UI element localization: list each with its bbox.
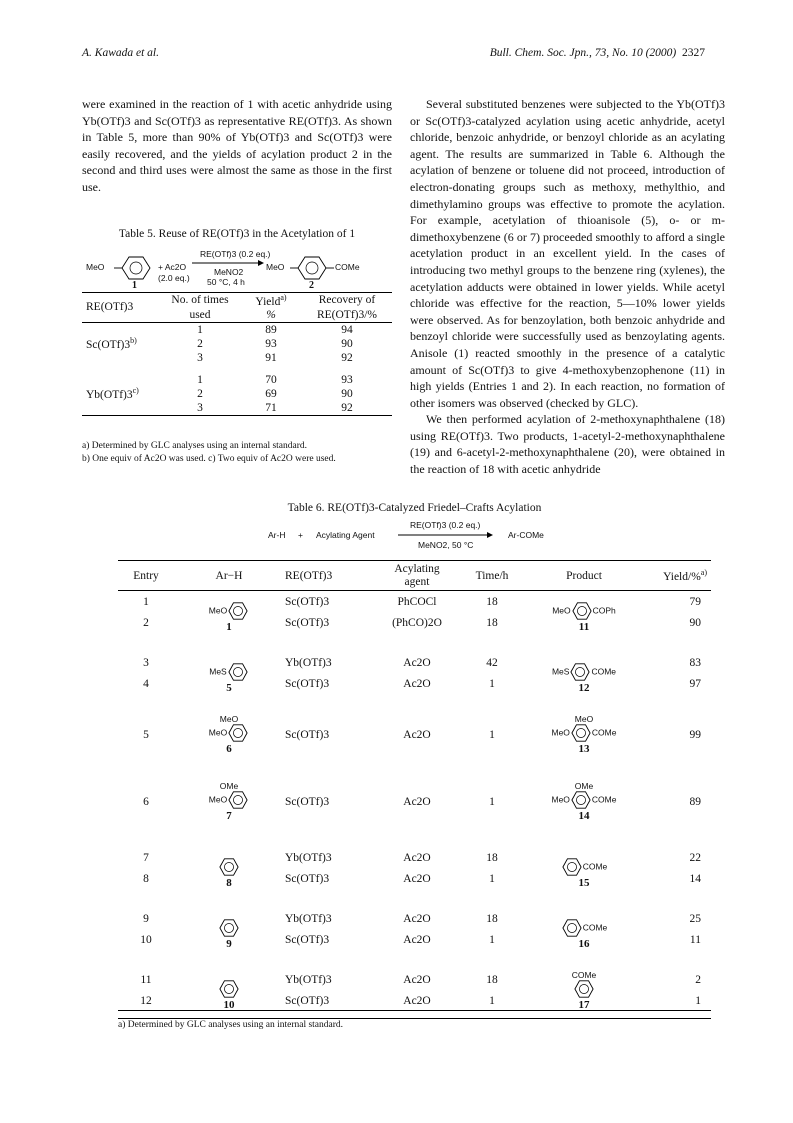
t6-sub-num: 5 xyxy=(226,682,232,694)
t6-agent-a: Acylating xyxy=(394,562,440,575)
t6-time: 1 xyxy=(489,728,495,741)
t6-entry: 6 xyxy=(143,795,149,808)
t6-agent: Ac2O xyxy=(403,656,431,669)
t6-sub-num: 7 xyxy=(226,810,232,822)
t6-agent: Ac2O xyxy=(403,678,431,691)
t6-cat: Yb(OTf)3 xyxy=(285,851,332,864)
benzene-ring-icon xyxy=(227,601,249,621)
t6-prod-num: 17 xyxy=(578,999,590,1011)
table-cell: 1 xyxy=(197,323,203,336)
t6-time: 1 xyxy=(489,934,495,947)
table-cell: 92 xyxy=(341,401,353,414)
t6-agent: Ac2O xyxy=(403,995,431,1008)
t6-substrate-cell xyxy=(174,847,284,890)
t6-prod-right: COMe xyxy=(582,922,608,933)
t6-substrate-cell xyxy=(174,591,284,635)
table-cell: 89 xyxy=(265,323,277,336)
t6-substrate-cell xyxy=(174,969,284,1012)
table-cell: 71 xyxy=(265,401,277,414)
t6-sub-left: MeS xyxy=(209,666,227,677)
t6-time: 18 xyxy=(486,973,498,986)
t6-time: 1 xyxy=(489,795,495,808)
table-row xyxy=(118,847,711,869)
t6-sub-top xyxy=(175,970,283,979)
t5-cat-yb: Yb(OTf)3 xyxy=(86,389,133,402)
t5-footnote-a: a) Determined by GLC analyses using an internal standard. xyxy=(82,441,308,451)
t6-yield: 97 xyxy=(689,678,701,691)
table-spacer xyxy=(118,951,711,969)
t6-scheme-product: Ar-COMe xyxy=(508,530,544,540)
t6-cat: Sc(OTf)3 xyxy=(285,595,330,608)
benzene-ring-icon xyxy=(561,918,583,938)
right-paragraph-1: Several substituted benzenes were subjected to the Yb(OTf)3 or Sc(OTf)3-catalyzed acylation using acetic anhydride, acetyl chloride, benzoic anhydride, or benzoyl chloride as an acylating agent. The results are summarized in Table 6. Although the acylation of benzene or toluene did not proceed, introduction of electron-donating groups such as methoxy, methylthio, and dimethylamino groups was effective to promote the acylation. For example, acetylation of thioanisole (5), o- or m-dimethoxybenzene (6 or 7) proceeded smoothly to afford a single acetylation product in an excellent yield. In the cases of introducing two methyl groups to the benzene ring (xylenes), the acetylation adducts were obtained in lower yields. While acetyl chloride was effective for the reaction, 5—10% lower yields were observed. As for benzoylation, both benzoic anhydride and benzoyl chloride were successfully used as benzoylating agents. Anisole (1) reacted smoothly in the presence of a catalytic amount of Sc(OTf)3 to give 4-methoxybenzophenone (11) in high yields (Entries 1 and 2). In each reaction, no formation of other isomers was observed (checked by GLC). xyxy=(410,97,725,410)
t5-product-right: COMe xyxy=(335,262,360,272)
table-row xyxy=(118,908,711,930)
table-cell: 2 xyxy=(197,387,203,400)
table5-scheme xyxy=(82,246,392,290)
t6-sub-num: 10 xyxy=(223,999,235,1011)
t6-yield: 99 xyxy=(689,728,701,741)
t6-product-cell xyxy=(524,908,644,951)
benzene-ring-icon xyxy=(573,979,595,999)
t6-entry: 7 xyxy=(143,851,149,864)
t5-footnote-bc: b) One equiv of Ac2O was used. c) Two equiv of Ac2O were used. xyxy=(82,454,336,464)
benzene-ring-icon xyxy=(571,601,593,621)
table-row xyxy=(118,713,711,756)
left-paragraph: were examined in the reaction of 1 with acetic anhydride using Yb(OTf)3 and Sc(OTf)3 as representative RE(OTf)3. As shown in Table 5, more than 90% of Yb(OTf)3 and Sc(OTf)3 were easily recovered, and the yields of acylation product 2 in the second and third uses were almost the same as those in the first use. xyxy=(82,97,392,194)
table6-scheme xyxy=(118,518,711,552)
t5-header-yield xyxy=(240,293,302,308)
t6-header-product: Product xyxy=(566,569,602,582)
benzene-ring-icon xyxy=(570,790,592,810)
t6-agent: (PhCO)2O xyxy=(392,617,442,630)
t6-sub-num: 9 xyxy=(226,938,232,950)
t6-sub-left: MeO xyxy=(208,794,228,805)
t6-agent-b: agent xyxy=(404,575,430,588)
t6-cat: Sc(OTf)3 xyxy=(285,678,330,691)
table-row xyxy=(118,780,711,823)
t6-prod-num: 11 xyxy=(578,621,590,633)
t6-prod-num: 13 xyxy=(578,743,590,755)
t6-cat: Sc(OTf)3 xyxy=(285,934,330,947)
t6-reaction-arrow xyxy=(398,531,494,539)
table-cell: 92 xyxy=(341,351,353,364)
t5-reagent-eq: (2.0 eq.) xyxy=(158,273,190,283)
t6-time: 18 xyxy=(486,595,498,608)
t5-yield-sup: a) xyxy=(280,293,287,302)
t6-yield: 83 xyxy=(689,656,701,669)
t6-sub-num: 1 xyxy=(226,621,232,633)
t6-substrate-cell xyxy=(174,908,284,951)
right-column xyxy=(410,96,725,478)
t6-cat: Yb(OTf)3 xyxy=(285,912,332,925)
t6-entry: 8 xyxy=(143,873,149,886)
benzene-ring-icon xyxy=(227,723,249,743)
t5-reactant-num: 1 xyxy=(132,280,137,291)
t6-yield: 2 xyxy=(695,973,701,986)
t6-cat: Sc(OTf)3 xyxy=(285,728,330,741)
t6-sub-left: MeO xyxy=(208,605,228,616)
table-cell: 3 xyxy=(197,401,203,414)
t6-product-cell xyxy=(524,780,644,823)
t6-scheme-conditions: MeNO2, 50 °C xyxy=(418,540,474,550)
t6-product-cell xyxy=(524,969,644,1012)
table-cell: 90 xyxy=(341,387,353,400)
t5-yield-label: Yield xyxy=(255,295,281,308)
table6-footnote: a) Determined by GLC analyses using an internal standard. xyxy=(118,1010,711,1032)
t6-entry: 3 xyxy=(143,656,149,669)
table5 xyxy=(82,292,392,416)
t6-agent: Ac2O xyxy=(403,973,431,986)
t5-conditions: 50 °C, 4 h xyxy=(207,277,245,287)
table6 xyxy=(118,560,711,1019)
t5-catalyst: RE(OTf)3 (0.2 eq.) xyxy=(200,249,271,259)
t6-scheme-arh: Ar-H xyxy=(268,530,286,540)
table-spacer xyxy=(118,695,711,713)
table-cell: 93 xyxy=(341,373,353,386)
t6-time: 42 xyxy=(486,656,498,669)
t6-sub-num: 6 xyxy=(226,743,232,755)
benzene-ring-icon xyxy=(227,662,249,682)
t6-cat: Sc(OTf)3 xyxy=(285,795,330,808)
table6-body xyxy=(118,591,711,1019)
t6-prod-num: 15 xyxy=(578,877,590,889)
t6-agent: Ac2O xyxy=(403,873,431,886)
t6-entry: 10 xyxy=(140,934,152,947)
t5-catalyst-yb xyxy=(82,373,160,416)
t6-sub-top xyxy=(175,848,283,857)
table-spacer xyxy=(118,634,711,652)
t6-sub-top xyxy=(175,592,283,601)
t6-prod-left: MeO xyxy=(551,727,570,738)
t5-header-catalyst: RE(OTf)3 xyxy=(86,301,134,314)
t6-substrate-cell xyxy=(174,652,284,695)
t6-prod-left: MeO xyxy=(552,605,571,616)
t6-yield-label: Yield/% xyxy=(663,570,701,583)
t6-agent: PhCOCl xyxy=(397,595,437,608)
t6-prod-left: MeS xyxy=(551,666,570,677)
t6-substrate-cell xyxy=(174,780,284,823)
benzene-ring-icon xyxy=(570,723,592,743)
t6-agent: Ac2O xyxy=(403,795,431,808)
left-column xyxy=(82,96,392,196)
t6-header-entry: Entry xyxy=(133,569,159,582)
t6-time: 18 xyxy=(486,617,498,630)
benzene-ring-icon xyxy=(298,257,326,279)
t6-entry: 11 xyxy=(140,973,152,986)
benzene-ring-icon xyxy=(218,857,240,877)
table6-caption: Table 6. RE(OTf)3-Catalyzed Friedel–Crafts Acylation xyxy=(287,502,542,514)
t6-yield: 25 xyxy=(689,912,701,925)
table-cell: 70 xyxy=(265,373,277,386)
t6-cat: Sc(OTf)3 xyxy=(285,873,330,886)
t6-prod-right: COMe xyxy=(582,861,608,872)
t5-header-recovery-unit: RE(OTf)3/% xyxy=(316,308,378,321)
t6-header-agent xyxy=(374,561,460,591)
benzene-ring-icon xyxy=(227,790,249,810)
table-cell: 69 xyxy=(265,387,277,400)
t6-substrate-cell xyxy=(174,713,284,756)
t6-entry: 5 xyxy=(143,728,149,741)
t6-yield: 89 xyxy=(689,795,701,808)
t5-product-num: 2 xyxy=(309,280,314,291)
table-cell: 90 xyxy=(341,337,353,350)
running-header-authors: A. Kawada et al. xyxy=(82,47,159,59)
benzene-ring-icon xyxy=(561,857,583,877)
t5-note-b: b) xyxy=(130,336,137,346)
t6-sub-num: 8 xyxy=(226,877,232,889)
t6-sub-top xyxy=(175,909,283,918)
table5-footnotes xyxy=(82,440,392,466)
t5-header-recovery: Recovery of xyxy=(318,294,376,307)
t6-prod-right: COMe xyxy=(591,727,617,738)
t5-catalyst-sc xyxy=(82,322,160,365)
t6-cat: Sc(OTf)3 xyxy=(285,995,330,1008)
t5-header-percent: % xyxy=(266,308,276,321)
t5-product-left: MeO xyxy=(266,262,285,272)
t6-prod-top: COMe xyxy=(571,970,597,980)
t6-scheme-agent: Acylating Agent xyxy=(316,530,375,540)
t6-entry: 4 xyxy=(143,678,149,691)
t6-entry: 2 xyxy=(143,617,149,630)
t5-note-c: c) xyxy=(132,386,139,396)
t6-cat: Sc(OTf)3 xyxy=(285,617,330,630)
t6-prod-right: COMe xyxy=(591,794,617,805)
t6-prod-num: 14 xyxy=(578,810,590,822)
t6-prod-top: OMe xyxy=(574,781,594,791)
t6-scheme-catalyst: RE(OTf)3 (0.2 eq.) xyxy=(410,520,481,530)
table-spacer xyxy=(118,756,711,780)
table-row xyxy=(118,591,711,613)
t6-yield: 79 xyxy=(689,595,701,608)
t6-sub-top: MeO xyxy=(219,714,239,724)
benzene-ring-icon xyxy=(218,918,240,938)
t6-scheme-plus: + xyxy=(298,530,303,540)
t6-header-arh: Ar−H xyxy=(215,569,243,582)
table-cell: 94 xyxy=(341,323,353,336)
t5-reagent: + Ac2O xyxy=(158,262,187,272)
benzene-ring-icon xyxy=(569,662,591,682)
t6-product-cell xyxy=(524,652,644,695)
t6-prod-top xyxy=(525,592,643,601)
t5-header-used: used xyxy=(189,308,211,321)
table-row xyxy=(118,652,711,674)
t6-agent: Ac2O xyxy=(403,851,431,864)
t6-sub-left: MeO xyxy=(208,727,228,738)
t6-prod-left: MeO xyxy=(551,794,570,805)
t6-cat: Yb(OTf)3 xyxy=(285,973,332,986)
t6-prod-right: COPh xyxy=(592,605,616,616)
t6-yield: 14 xyxy=(689,873,701,886)
t6-yield: 90 xyxy=(689,617,701,630)
benzene-ring-icon xyxy=(122,257,150,279)
journal-name: Bull. Chem. Soc. Jpn., xyxy=(489,47,592,59)
t6-yield: 1 xyxy=(695,995,701,1008)
table-cell: 2 xyxy=(197,337,203,350)
t6-header-yield xyxy=(644,561,711,591)
table5-caption: Table 5. Reuse of RE(OTf)3 in the Acetylation of 1 xyxy=(118,228,356,240)
volume-info: 73, No. 10 (2000) xyxy=(594,47,677,59)
table-spacer xyxy=(118,890,711,908)
t6-time: 1 xyxy=(489,873,495,886)
t6-prod-top: MeO xyxy=(574,714,594,724)
t6-entry: 9 xyxy=(143,912,149,925)
t6-yield: 22 xyxy=(689,851,701,864)
t6-prod-num: 16 xyxy=(578,938,590,950)
t6-header-time: Time/h xyxy=(475,569,509,582)
t6-product-cell xyxy=(524,713,644,756)
t5-cat-sc: Sc(OTf)3 xyxy=(86,339,131,352)
table-row xyxy=(118,969,711,991)
table-spacer xyxy=(118,823,711,847)
t6-time: 18 xyxy=(486,912,498,925)
t6-product-cell xyxy=(524,591,644,635)
t6-agent: Ac2O xyxy=(403,912,431,925)
t6-prod-top xyxy=(525,653,643,662)
table-cell: 91 xyxy=(265,351,277,364)
t6-entry: 12 xyxy=(140,995,152,1008)
t6-time: 18 xyxy=(486,851,498,864)
t6-agent: Ac2O xyxy=(403,728,431,741)
t6-yield: 11 xyxy=(689,934,701,947)
t5-solvent: MeNO2 xyxy=(214,267,244,277)
t6-yield-sup: a) xyxy=(700,568,707,578)
t6-prod-right: COMe xyxy=(591,666,617,677)
t5-reactant: MeO xyxy=(86,262,105,272)
t6-entry: 1 xyxy=(143,595,149,608)
t6-prod-num: 12 xyxy=(578,682,590,694)
benzene-ring-icon xyxy=(218,979,240,999)
table-cell: 3 xyxy=(197,351,203,364)
t6-prod-top xyxy=(525,909,643,918)
t6-time: 1 xyxy=(489,678,495,691)
t5-header-times: No. of times xyxy=(171,294,229,307)
t6-agent: Ac2O xyxy=(403,934,431,947)
t6-sub-top: OMe xyxy=(219,781,239,791)
t6-product-cell xyxy=(524,847,644,890)
t6-sub-top xyxy=(175,653,283,662)
t6-header-cat: RE(OTf)3 xyxy=(285,569,333,582)
running-header-journal xyxy=(490,47,705,59)
table-cell: 93 xyxy=(265,337,277,350)
page-number: 2327 xyxy=(682,47,705,59)
table-cell: 1 xyxy=(197,373,203,386)
t6-prod-top xyxy=(525,848,643,857)
t6-time: 1 xyxy=(489,995,495,1008)
right-paragraph-2: We then performed acylation of 2-methoxynaphthalene (18) using RE(OTf)3. Two products, 1-acetyl-2-methoxynaphthalene (19) and 6-acetyl-2-methoxynaphthalene (20), were obtained in the reaction of 18 with acetic anhydride xyxy=(410,412,725,477)
t6-cat: Yb(OTf)3 xyxy=(285,656,332,669)
